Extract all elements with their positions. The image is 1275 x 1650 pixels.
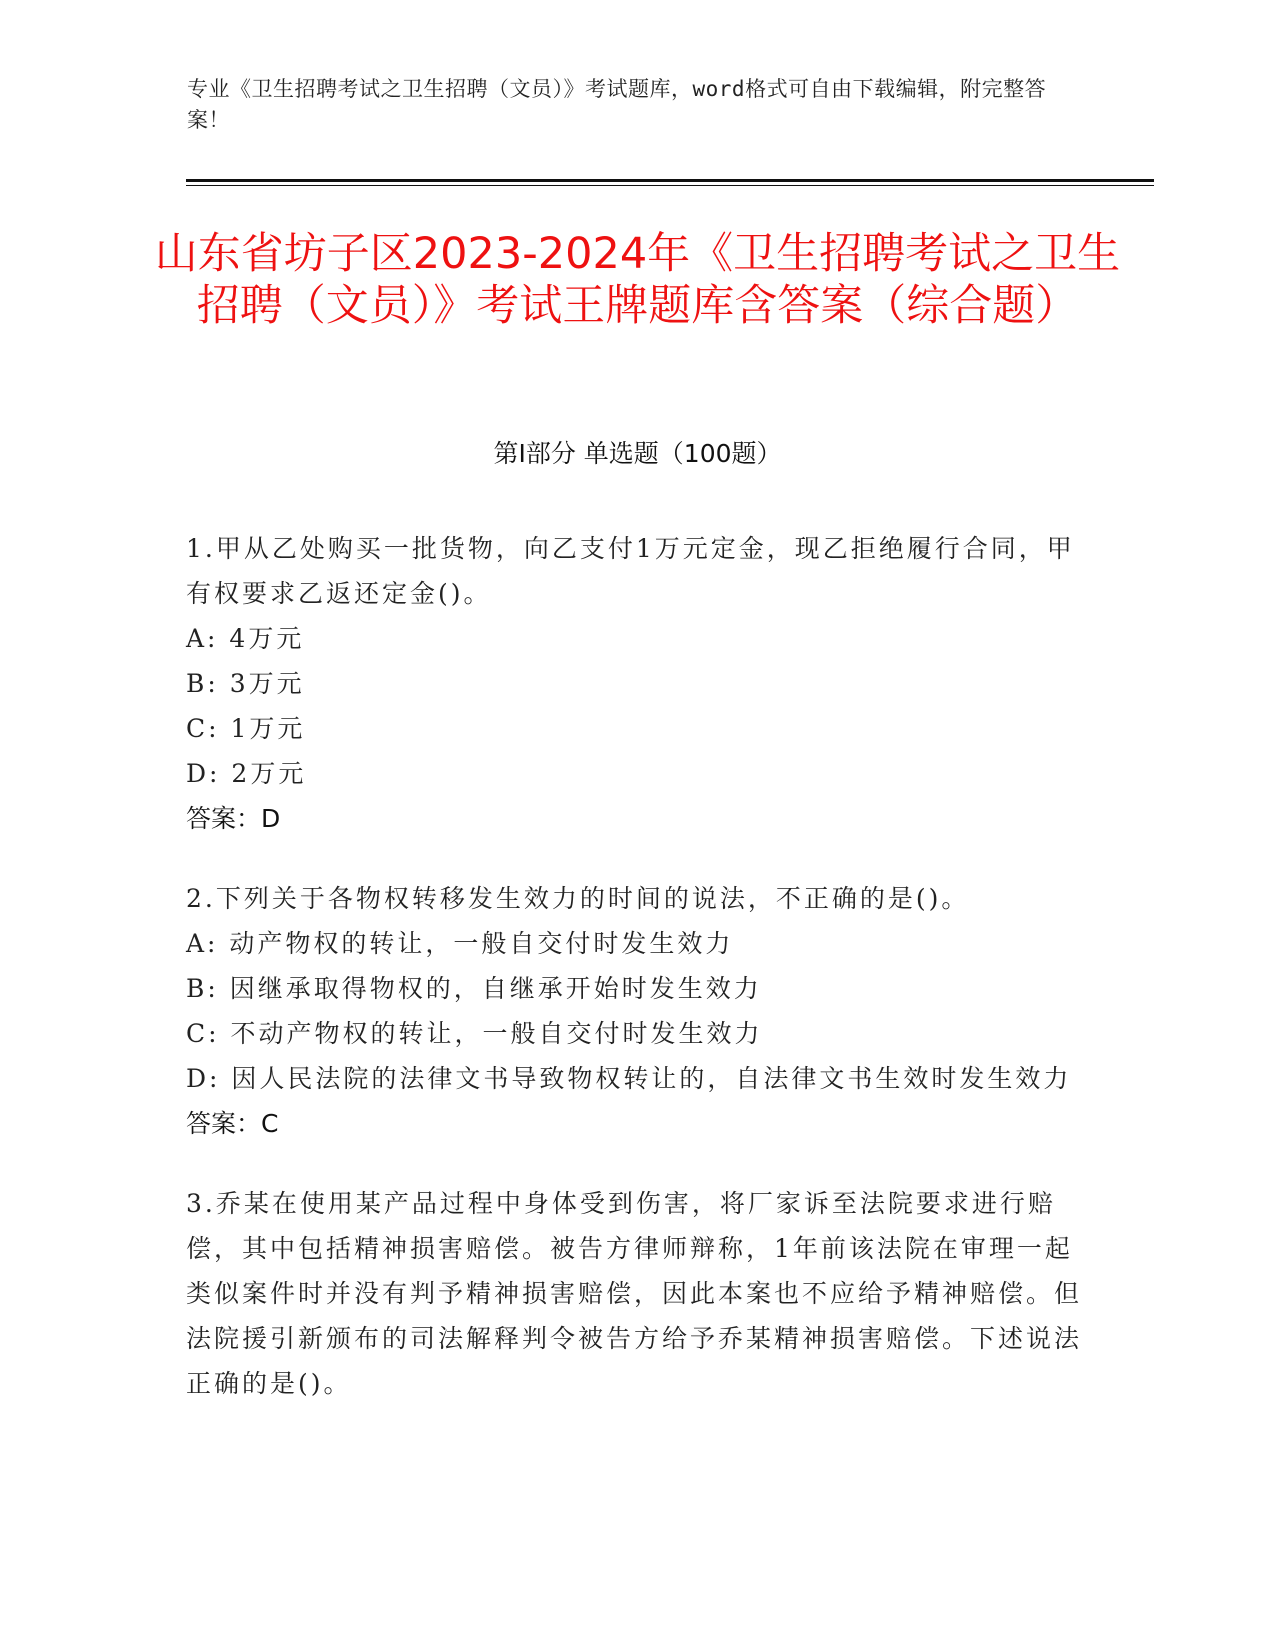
option-c: C: 1万元 [186, 714, 306, 743]
section-title: 第I部分 单选题（100题） [493, 439, 782, 468]
question-2 [186, 876, 1086, 1146]
answer-label: 答案：C [186, 1109, 279, 1138]
option-a: A: 4万元 [186, 624, 305, 653]
question-stem: 2.下列关于各物权转移发生效力的时间的说法，不正确的是()。 [186, 884, 970, 913]
option-b: B: 因继承取得物权的，自继承开始时发生效力 [186, 974, 762, 1003]
header-divider-thin [186, 185, 1154, 186]
option-c: C: 不动产物权的转让，一般自交付时发生效力 [186, 1019, 763, 1048]
question-3 [186, 1181, 1086, 1406]
option-d: D: 因人民法院的法律文书导致物权转让的，自法律文书生效时发生效力 [186, 1064, 1072, 1093]
question-stem: 1.甲从乙处购买一批货物，向乙支付1万元定金，现乙拒绝履行合同，甲有权要求乙返还定金()。 [186, 534, 1075, 608]
question-stem: 3.乔某在使用某产品过程中身体受到伤害，将厂家诉至法院要求进行赔偿，其中包括精神损害赔偿。被告方律师辩称，1年前该法院在审理一起类似案件时并没有判予精神损害赔偿，因此本案也不应给予精神赔偿。但法院援引新颁布的司法解释判令被告方给予乔某精神损害赔偿。下述说法正确的是()。 [186, 1189, 1083, 1398]
header-divider-thick [186, 179, 1154, 182]
question-list [186, 526, 1086, 1441]
answer-label: 答案：D [186, 804, 281, 833]
document-title: 山东省坊子区2023-2024年《卫生招聘考试之卫生招聘（文员）》考试王牌题库含答案（综合题） [154, 229, 1121, 331]
option-b: B: 3万元 [186, 669, 305, 698]
option-d: D: 2万元 [186, 759, 307, 788]
option-a: A: 动产物权的转让，一般自交付时发生效力 [186, 929, 734, 958]
header-note: 专业《卫生招聘考试之卫生招聘（文员）》考试题库，word格式可自由下载编辑，附完整答案！ [187, 77, 1047, 132]
question-1 [186, 526, 1086, 841]
